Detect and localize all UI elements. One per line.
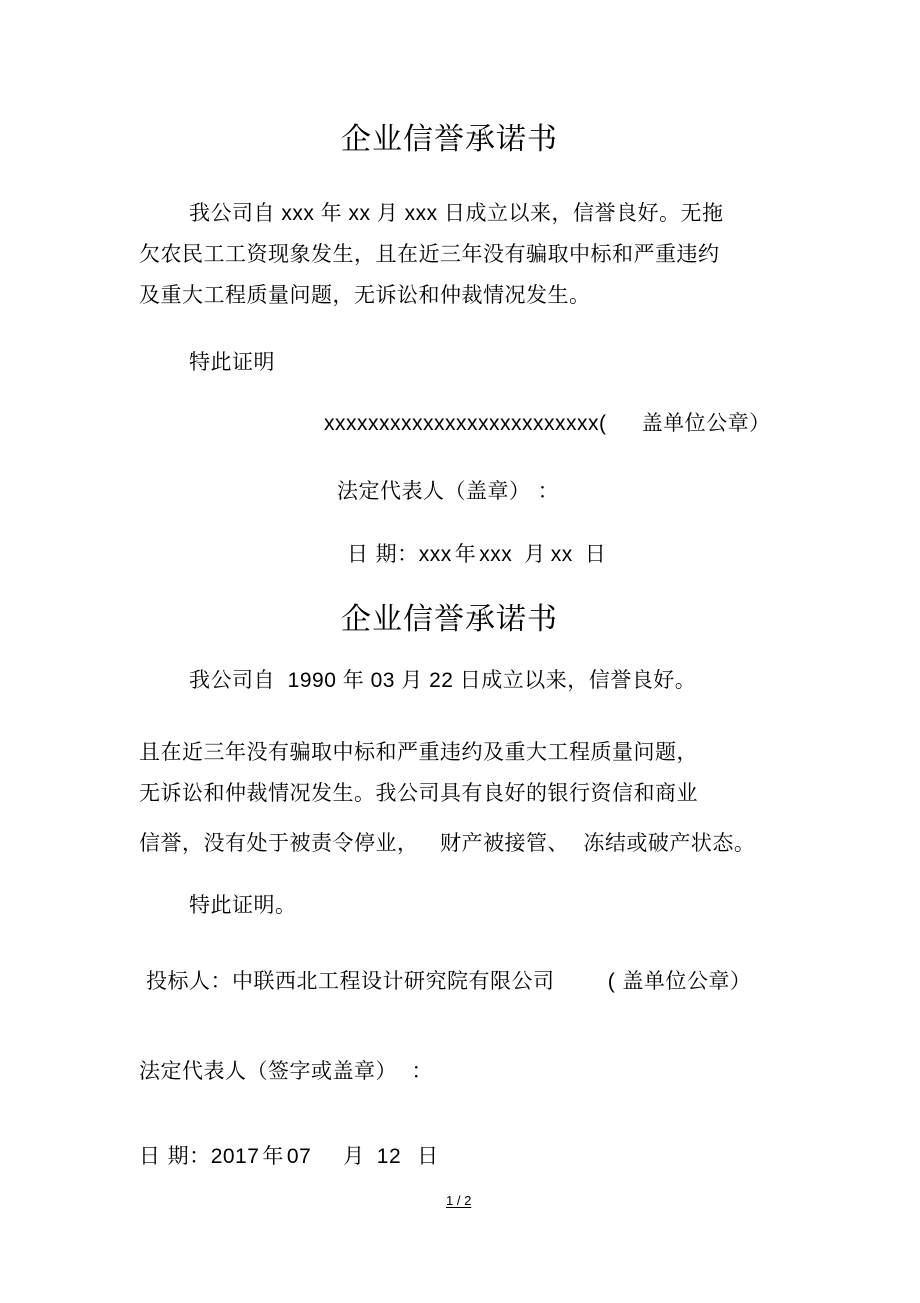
section1-company-line xyxy=(324,409,771,438)
section2-body-line-2: 且在近三年没有骗取中标和严重违约及重大工程质量问题， xyxy=(139,740,698,764)
date-day-unit: 日 xyxy=(584,542,607,566)
section2-certify: 特此证明。 xyxy=(189,893,297,917)
section1-body-line-1 xyxy=(189,199,724,228)
text-segment: 月 xyxy=(401,668,423,692)
date-year: 2017 xyxy=(210,1145,260,1168)
section2-legal-rep: 法定代表人（签字或盖章） ： xyxy=(139,1059,433,1083)
text-segment: 我公司自 xyxy=(189,201,275,225)
text-segment: xxx xyxy=(398,202,445,225)
date-label: 日 期： xyxy=(347,542,419,566)
date-year-unit: 年 xyxy=(262,1144,284,1168)
seal-note: 盖单位公章） xyxy=(615,969,752,993)
date-day: 12 xyxy=(376,1145,402,1168)
company-name: xxxxxxxxxxxxxxxxxxxxxxxxx( xyxy=(324,412,607,435)
section2-bidder-line xyxy=(146,967,751,996)
section2-date xyxy=(139,1142,439,1171)
section2-body-line-1 xyxy=(189,666,696,695)
date-month-unit: 月 xyxy=(524,542,546,566)
date-day-unit: 日 xyxy=(417,1144,439,1168)
bidder-label: 投标人：中联西北工程设计研究院有限公司 xyxy=(146,969,555,993)
text-segment: xx xyxy=(342,202,377,225)
section1-body-line-2: 欠农民工工资现象发生，且在近三年没有骗取中标和严重违约 xyxy=(139,242,720,266)
date-month: 07 xyxy=(286,1145,312,1168)
section1-certify: 特此证明 xyxy=(189,350,275,374)
seal-note: 盖单位公章） xyxy=(641,411,771,435)
text-segment: 年 xyxy=(342,668,365,692)
section2-body-line-4: 信誉，没有处于被责令停业， 财产被接管、 冻结或破产状态。 xyxy=(139,831,756,855)
text-segment: 1990 xyxy=(275,669,343,692)
text-segment: 日成立以来，信誉良好。无拖 xyxy=(444,201,724,225)
section2-body-line-3: 无诉讼和仲裁情况发生。我公司具有良好的银行资信和商业 xyxy=(139,781,698,805)
section2-title: 企业信誉承诺书 xyxy=(341,602,558,637)
text-segment: 月 xyxy=(376,201,399,225)
date-label: 日 期： xyxy=(139,1144,211,1168)
section1-legal-rep: 法定代表人（盖章） ： xyxy=(337,479,560,503)
date-month-unit: 月 xyxy=(343,1144,365,1168)
text-segment: 03 xyxy=(364,669,402,692)
seal-open-paren: ( xyxy=(607,970,616,993)
date-day: xx xyxy=(550,543,573,566)
section1-date xyxy=(347,540,606,569)
text-segment: 22 xyxy=(422,669,460,692)
text-segment: 我公司自 xyxy=(189,668,275,692)
date-year: xxx xyxy=(418,543,452,566)
section1-title: 企业信誉承诺书 xyxy=(341,122,558,157)
date-month: xxx xyxy=(479,543,513,566)
text-segment: 年 xyxy=(320,201,343,225)
text-segment: 日成立以来，信誉良好。 xyxy=(459,668,697,692)
text-segment: xxx xyxy=(275,202,321,225)
page-number: 1 / 2 xyxy=(446,1193,472,1208)
date-year-unit: 年 xyxy=(454,542,477,566)
section1-body-line-3: 及重大工程质量问题，无诉讼和仲裁情况发生。 xyxy=(139,283,591,307)
